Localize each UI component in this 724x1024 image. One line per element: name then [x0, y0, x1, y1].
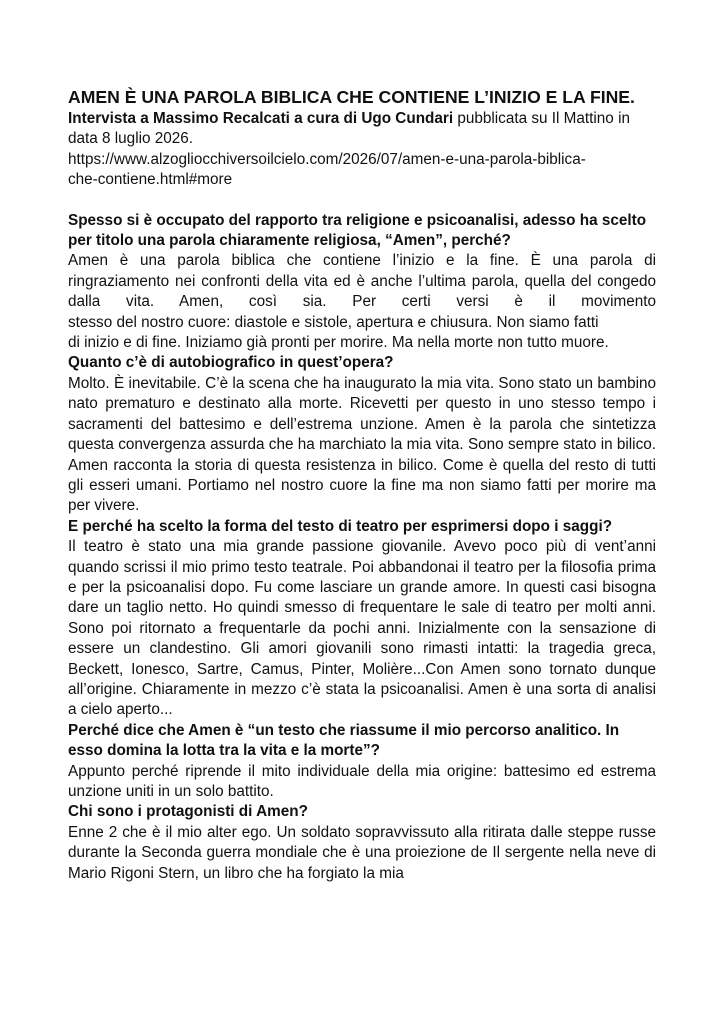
source-url[interactable]: [68, 150, 656, 191]
answer-1-part-1: Amen è una parola biblica che contiene l’inizio e la fine. È una parola di ringraziamento nei confronti della vita ed è anche l’ultima parola, quella del congedo dalla vita. Amen, così sia. Per certi versi è il movimento: [68, 252, 656, 311]
source-url-line-2[interactable]: che-contiene.html#more: [68, 171, 233, 189]
answer-1-part-3: di inizio e di fine. Iniziamo già pronti per morire. Ma nella morte non tutto muore.: [68, 334, 609, 352]
answer-1-part-2: stesso del nostro cuore: diastole e sistole, apertura e chiusura. Non siamo fatti: [68, 313, 599, 331]
question-2: Quanto c’è di autobiografico in quest’opera?: [68, 354, 394, 372]
answer-1: [68, 251, 656, 353]
article-title: AMEN È UNA PAROLA BIBLICA CHE CONTIENE L’INIZIO E LA FINE.: [68, 87, 635, 107]
interview-byline: Intervista a Massimo Recalcati a cura di Ugo Cundari: [68, 110, 454, 127]
answer-2: Molto. È inevitabile. C’è la scena che ha inaugurato la mia vita. Sono stato un bambino nato prematuro e destinato alla morte. Ricevetti per questo in uno stesso tempo i sacramenti del battesimo e dell’estrema unzione. Amen è la parola che sintetizza questa convergenza assurda che ha marchiato la mia vita. Sono sempre stato in bilico. Amen racconta la storia di questa resistenza in bilico. Come è quella del resto di tutti gli esseri umani. Portiamo nel nostro cuore la fine ma non siamo fatti per morire ma per vivere.: [68, 374, 656, 515]
source-url-line-1[interactable]: https://www.alzogliocchiversoilcielo.com/2026/07/amen-e-una-parola-biblica-: [68, 150, 586, 168]
spacer: [68, 191, 656, 211]
question-1: Spesso si è occupato del rapporto tra religione e psicoanalisi, adesso ha scelto per titolo una parola chiaramente religiosa, “Amen”, perché?: [68, 211, 647, 250]
answer-4: Appunto perché riprende il mito individuale della mia origine: battesimo ed estrema unzione uniti in un solo battito.: [68, 762, 656, 800]
article-meta: [68, 109, 656, 191]
question-4: Perché dice che Amen è “un testo che riassume il mio percorso analitico. In esso domina la lotta tra la vita e la morte”?: [68, 721, 620, 760]
question-3: E perché ha scelto la forma del testo di teatro per esprimersi dopo i saggi?: [68, 517, 613, 535]
publication-info: pubblicata su Il Mattino in data 8 luglio 2026.: [68, 110, 630, 148]
answer-5: Enne 2 che è il mio alter ego. Un soldato sopravvissuto alla ritirata dalle steppe russe durante la Seconda guerra mondiale che è una proiezione de Il sergente nella neve di Mario Rigoni Stern, un libro che ha forgiato la mia: [68, 823, 656, 882]
answer-3: Il teatro è stato una mia grande passione giovanile. Avevo poco più di vent’anni quando scrissi il mio primo testo teatrale. Poi abbandonai il teatro per la filosofia prima e per la psicoanalisi dopo. Fu come lasciare un grande amore. In questi casi bisogna dare un taglio netto. Ho quindi smesso di frequentare le sale di teatro per molti anni. Sono poi ritornato a frequentarle da pochi anni. Inizialmente con la sensazione di essere un clandestino. Gli amori giovanili sono rimasti intatti: la tragedia greca, Beckett, Ionesco, Sartre, Camus, Pinter, Molière...Con Amen sono tornato dunque all’origine. Chiaramente in mezzo c’è stata la psicoanalisi. Amen è una sorta di analisi a cielo aperto...: [68, 538, 656, 719]
document-page: [68, 86, 656, 884]
question-5: Chi sono i protagonisti di Amen?: [68, 803, 308, 821]
interview-credit: [68, 109, 656, 150]
